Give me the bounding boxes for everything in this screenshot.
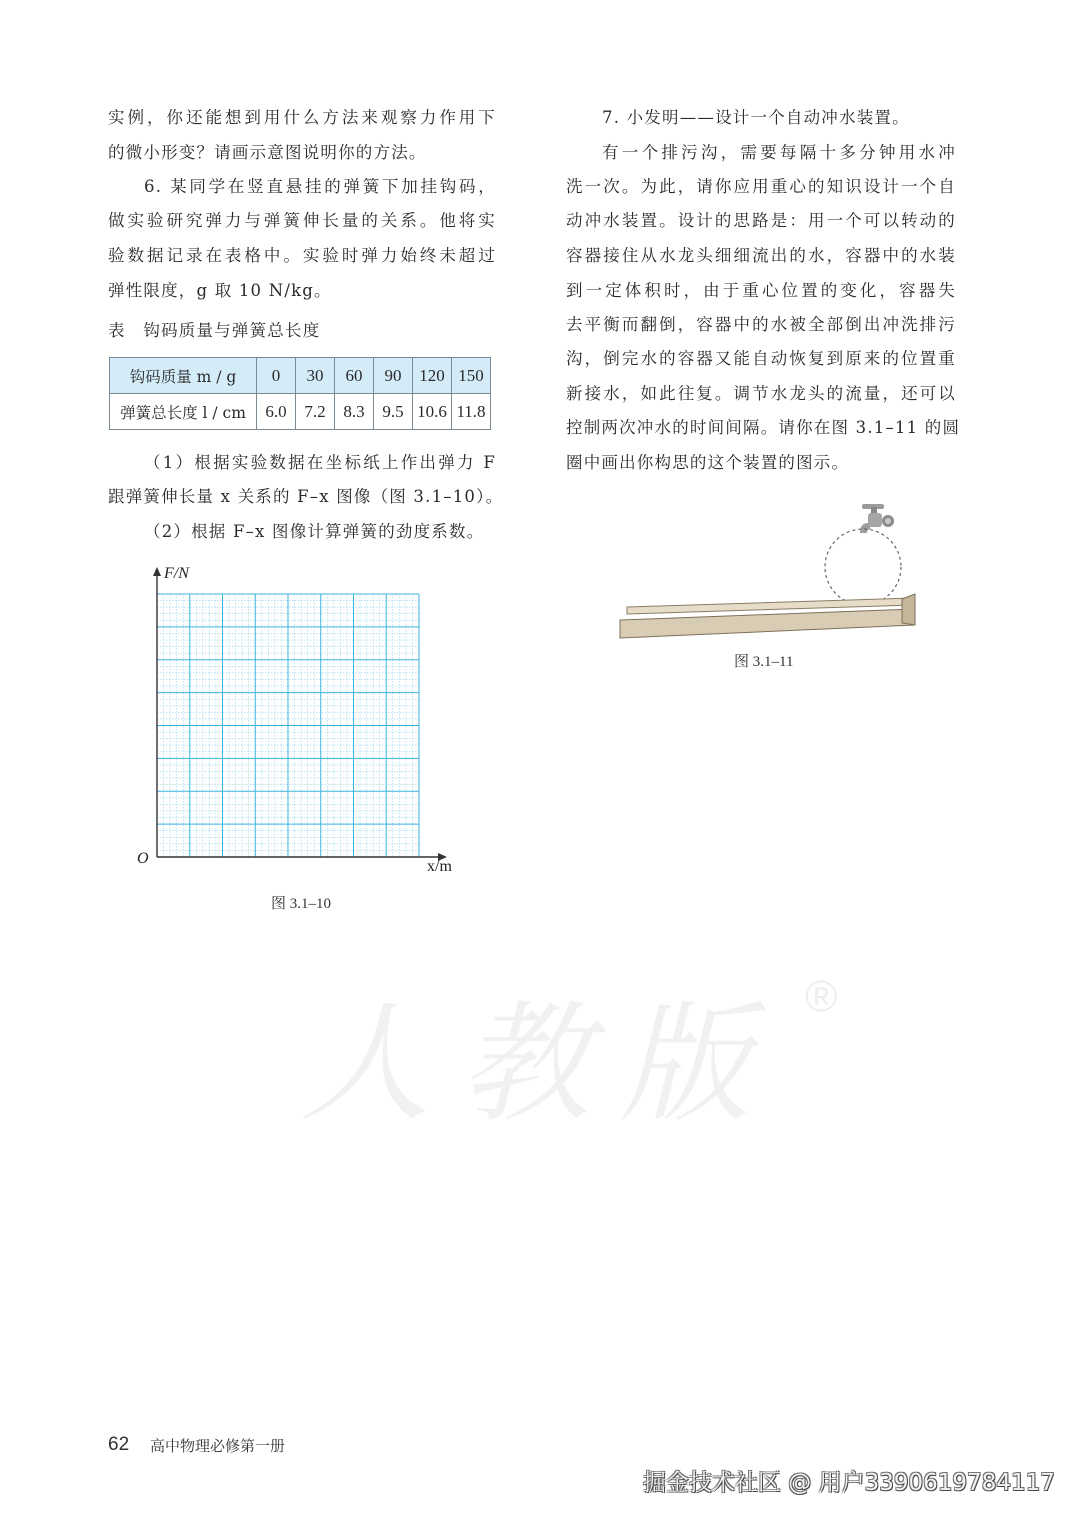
question-part-2: （2）根据 F–x 图像计算弹簧的劲度系数。 xyxy=(144,522,485,541)
row-header: 钩码质量 m / g xyxy=(110,358,257,394)
paragraph-line: 验数据记录在表格中。实验时弹力始终未超过 xyxy=(108,246,496,265)
paragraph-line: 实例，你还能想到用什么方法来观察力作用下 xyxy=(108,108,496,127)
paragraph-line: 控制两次冲水的时间间隔。请你在图 3.1–11 的圆 xyxy=(566,418,961,437)
paragraph-line: 做实验研究弹力与弹簧伸长量的关系。他将实 xyxy=(108,211,496,230)
question-part-1-cont: 跟弹簧伸长量 x 关系的 F–x 图像（图 3.1–10）。 xyxy=(108,487,504,506)
row-header: 弹簧总长度 l / cm xyxy=(110,394,257,430)
overlay-watermark: 掘金技术社区 @ 用户3390619784117 xyxy=(643,1470,1055,1496)
table-cell: 11.8 xyxy=(452,394,491,430)
page-number: 62 xyxy=(108,1434,130,1455)
paragraph-line: 的微小形变？请画示意图说明你的方法。 xyxy=(108,143,427,162)
flush-device-illustration xyxy=(615,495,925,645)
paragraph-line: 沟，倒完水的容器又能自动恢复到原来的位置重 xyxy=(566,349,956,368)
question-part-1: （1）根据实验数据在坐标纸上作出弹力 F xyxy=(144,453,496,472)
question-7-title: 7. 小发明——设计一个自动冲水装置。 xyxy=(602,108,910,127)
paragraph-line: 洗一次。为此，请你应用重心的知识设计一个自 xyxy=(566,177,956,196)
paragraph-line: 新接水，如此往复。调节水龙头的流量，还可以 xyxy=(566,384,956,403)
table-cell: 10.6 xyxy=(413,394,452,430)
dashed-circle xyxy=(825,529,901,605)
table-cell: 6.0 xyxy=(257,394,296,430)
table-row-length xyxy=(110,394,491,430)
figure-caption: 图 3.1–10 xyxy=(271,896,332,912)
data-table xyxy=(109,357,491,430)
paragraph-line: 到一定体积时，由于重心位置的变化，容器失 xyxy=(566,281,956,300)
y-axis-arrow-icon xyxy=(153,567,161,576)
paragraph-line: 容器接住从水龙头细细流出的水，容器中的水装 xyxy=(566,246,956,265)
paragraph-line: 有一个排污沟，需要每隔十多分钟用水冲 xyxy=(602,143,956,162)
registered-mark: ® xyxy=(805,972,838,1021)
publisher-watermark: 人教版 xyxy=(300,988,781,1140)
paragraph-line: 弹性限度，g 取 10 N/kg。 xyxy=(108,281,332,300)
table-cell: 120 xyxy=(413,358,452,394)
origin-label: O xyxy=(137,850,149,867)
figure-caption: 图 3.1–11 xyxy=(734,654,794,670)
paragraph-line: 动冲水装置。设计的思路是：用一个可以转动的 xyxy=(566,211,956,230)
table-cell: 60 xyxy=(335,358,374,394)
table-cell: 0 xyxy=(257,358,296,394)
x-axis-label: x/m xyxy=(427,858,452,875)
book-title: 高中物理必修第一册 xyxy=(150,1437,286,1455)
paragraph-line: 去平衡而翻倒，容器中的水被全部倒出冲洗排污 xyxy=(566,315,956,334)
table-row-mass xyxy=(110,358,491,394)
table-caption: 表 钩码质量与弹簧总长度 xyxy=(108,321,321,340)
table-cell: 150 xyxy=(452,358,491,394)
graph-paper xyxy=(140,565,460,865)
table-cell: 8.3 xyxy=(335,394,374,430)
table-cell: 9.5 xyxy=(374,394,413,430)
drain-ditch xyxy=(620,594,915,638)
table-cell: 30 xyxy=(296,358,335,394)
paragraph-line: 圈中画出你构思的这个装置的图示。 xyxy=(566,453,850,472)
y-axis-label: F/N xyxy=(164,565,189,582)
question-6-line: 6. 某同学在竖直悬挂的弹簧下加挂钩码， xyxy=(144,177,496,196)
table-cell: 90 xyxy=(374,358,413,394)
table-cell: 7.2 xyxy=(296,394,335,430)
